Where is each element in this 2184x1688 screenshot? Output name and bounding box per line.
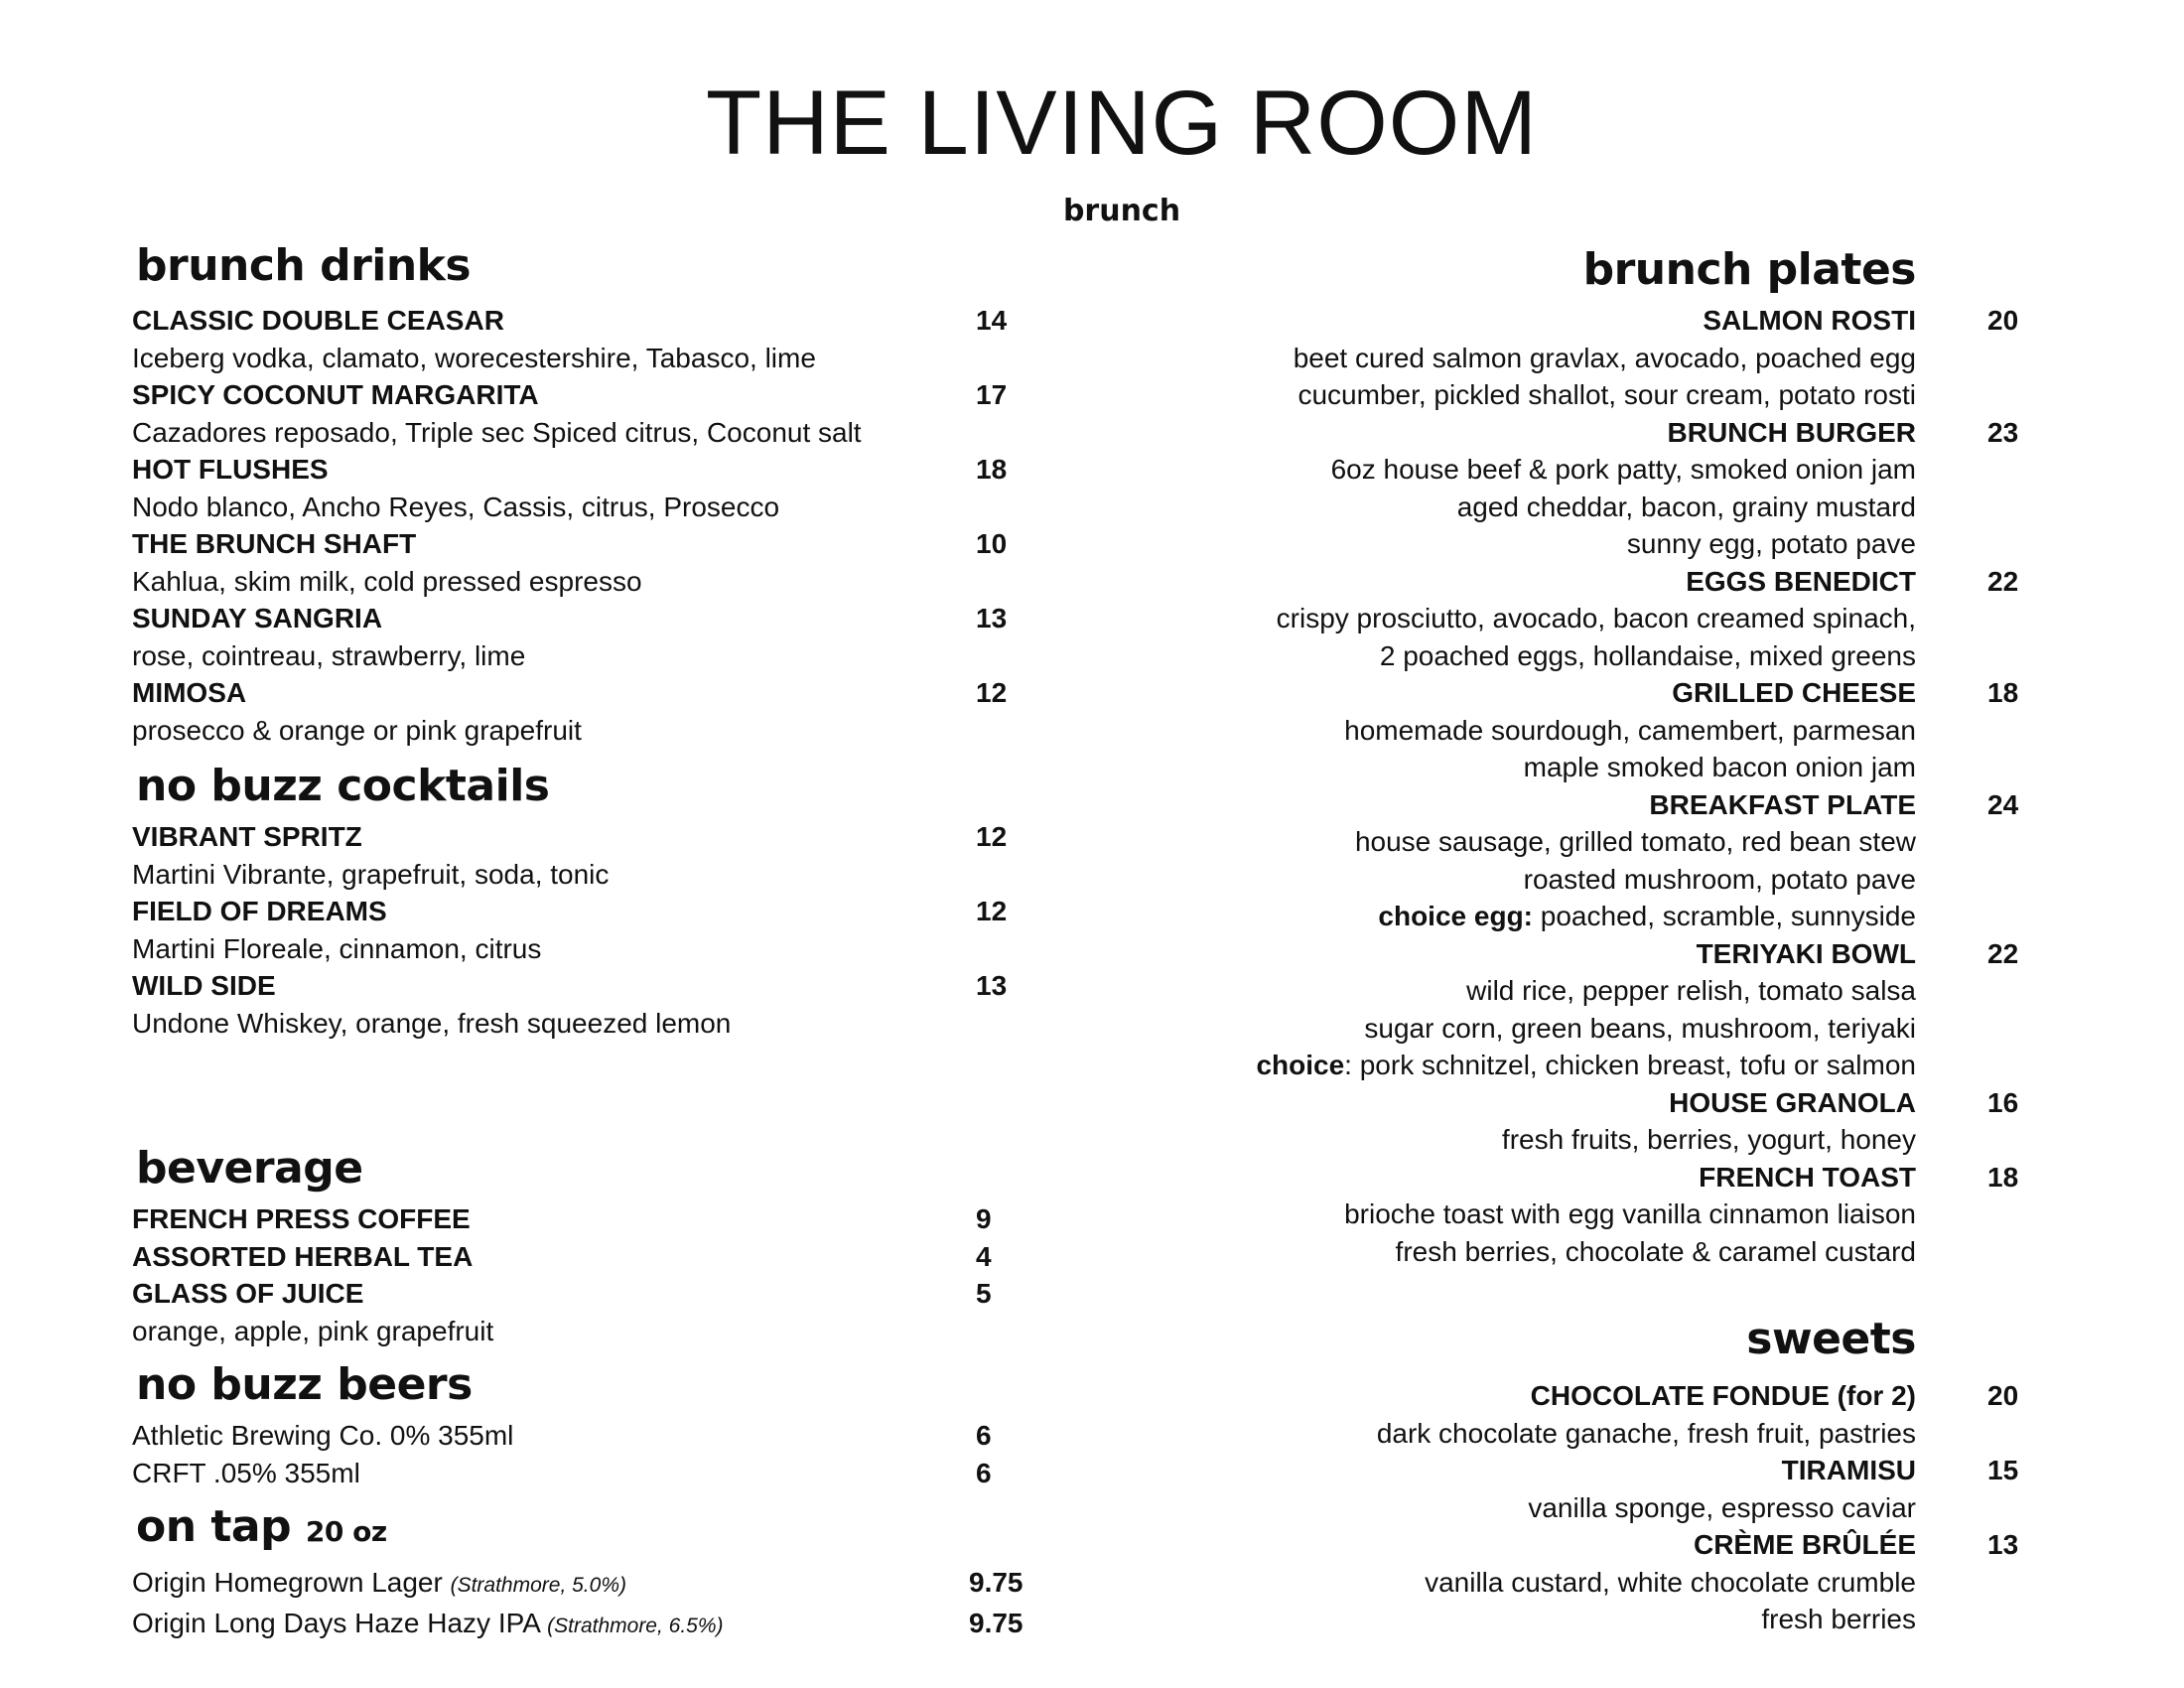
item-price: 22 — [1987, 937, 2019, 969]
item-description: roasted mushroom, potato pave — [1523, 863, 1916, 895]
item-name: WILD SIDE — [132, 970, 276, 1001]
item-price: 4 — [976, 1240, 992, 1272]
section-heading-brunch-plates: brunch plates — [1582, 244, 1916, 295]
item-description: rose, cointreau, strawberry, lime — [132, 639, 526, 671]
item-price: 9.75 — [969, 1567, 1024, 1598]
no-buzz-cocktails-list — [132, 818, 1055, 1042]
item-price: 5 — [976, 1278, 992, 1309]
item-description: Undone Whiskey, orange, fresh squeezed lemon — [132, 1007, 732, 1039]
item-name: SPICY COCONUT MARGARITA — [132, 379, 539, 410]
item-description: vanilla custard, white chocolate crumble — [1425, 1566, 1916, 1598]
item-price: 20 — [1987, 305, 2019, 336]
menu-item — [132, 451, 1055, 489]
item-name: TIRAMISU — [1781, 1455, 1916, 1485]
choice-label: choice — [1256, 1050, 1345, 1080]
item-description: brioche toast with egg vanilla cinnamon liaison — [1344, 1198, 1916, 1229]
item-price: 6 — [976, 1457, 992, 1488]
item-description: Iceberg vodka, clamato, worecestershire, Tabasco, lime — [132, 342, 816, 373]
item-name: TERIYAKI BOWL — [1696, 937, 1916, 969]
item-description: 6oz house beef & pork patty, smoked onion jam — [1330, 454, 1916, 485]
item-description: sunny egg, potato pave — [1626, 528, 1916, 559]
item-price: 24 — [1987, 788, 2019, 820]
menu-item — [132, 302, 1055, 340]
item-description: Cazadores reposado, Triple sec Spiced citrus, Coconut salt — [132, 416, 862, 448]
item-price: 16 — [1987, 1086, 2019, 1118]
item-name: THE BRUNCH SHAFT — [132, 528, 417, 559]
menu-item — [1171, 1159, 2019, 1196]
item-price: 22 — [1987, 565, 2019, 597]
choice-text: poached, scramble, sunnyside — [1533, 901, 1916, 931]
section-heading-beverage: beverage — [136, 1143, 363, 1194]
on-tap-size: 20 oz — [305, 1515, 387, 1548]
menu-item — [132, 1605, 1055, 1645]
menu-item — [132, 1275, 1055, 1313]
item-name: CRFT .05% 355ml — [132, 1457, 360, 1488]
menu-item — [132, 600, 1055, 637]
menu-item — [1171, 563, 2019, 601]
item-name: CLASSIC DOUBLE CEASAR — [132, 305, 504, 336]
item-name: HOT FLUSHES — [132, 454, 329, 485]
page-title: THE LIVING ROOM — [706, 72, 1538, 174]
right-column — [1171, 238, 2045, 1638]
item-description: homemade sourdough, camembert, parmesan — [1344, 714, 1916, 746]
menu-item — [132, 376, 1055, 414]
item-price: 17 — [976, 379, 1008, 410]
item-price: 13 — [1987, 1529, 2019, 1560]
item-description: Martini Vibrante, grapefruit, soda, tonic — [132, 858, 610, 890]
item-price: 18 — [976, 454, 1008, 485]
section-heading-no-buzz-cocktails: no buzz cocktails — [136, 761, 550, 811]
item-name: CRÈME BRÛLÉE — [1693, 1529, 1916, 1560]
brunch-drinks-list — [132, 302, 1055, 749]
choice-text: : pork schnitzel, chicken breast, tofu or salmon — [1344, 1050, 1916, 1080]
on-tap-list — [132, 1564, 1055, 1644]
item-description: crispy prosciutto, avocado, bacon creamed spinach, — [1276, 603, 1916, 633]
item-name: VIBRANT SPRITZ — [132, 821, 362, 852]
item-price: 9 — [976, 1203, 992, 1234]
menu-item — [132, 893, 1055, 930]
item-name: GLASS OF JUICE — [132, 1278, 364, 1309]
item-name: FRENCH TOAST — [1699, 1161, 1916, 1193]
item-description: Martini Floreale, cinnamon, citrus — [132, 932, 542, 964]
item-description: aged cheddar, bacon, grainy mustard — [1456, 491, 1916, 522]
item-name: Athletic Brewing Co. 0% 355ml — [132, 1420, 514, 1451]
left-column — [132, 234, 1055, 1644]
section-heading-no-buzz-beers: no buzz beers — [136, 1359, 473, 1410]
item-note: (Strathmore, 6.5%) — [547, 1614, 724, 1637]
item-name: Origin Homegrown Lager — [132, 1567, 451, 1598]
item-price: 10 — [976, 528, 1008, 559]
page-subtitle: brunch — [1062, 194, 1181, 228]
item-description: Kahlua, skim milk, cold pressed espresso — [132, 565, 642, 597]
sweets-list — [1171, 1377, 2045, 1638]
menu-item — [1171, 302, 2019, 340]
item-description: 2 poached eggs, hollandaise, mixed greens — [1379, 639, 1916, 671]
menu-item — [1171, 414, 2019, 452]
item-price: 14 — [976, 305, 1008, 336]
item-price: 13 — [976, 970, 1008, 1001]
menu-item — [132, 818, 1055, 856]
section-heading-brunch-drinks: brunch drinks — [136, 240, 472, 291]
section-heading-sweets: sweets — [1746, 1314, 1916, 1364]
item-price: 6 — [976, 1420, 992, 1451]
item-name: ASSORTED HERBAL TEA — [132, 1240, 474, 1272]
item-name: FRENCH PRESS COFFEE — [132, 1203, 471, 1234]
item-price: 18 — [1987, 1161, 2019, 1193]
section-heading-on-tap — [132, 1495, 1055, 1564]
menu-item — [132, 1238, 1055, 1276]
item-name: FIELD OF DREAMS — [132, 896, 387, 926]
item-price: 9.75 — [969, 1607, 1024, 1638]
item-name: SALMON ROSTI — [1703, 305, 1916, 336]
item-description: fresh berries, chocolate & caramel custard — [1395, 1235, 1916, 1267]
item-choice — [1171, 1047, 1916, 1084]
choice-label: choice egg: — [1378, 901, 1533, 931]
menu-item — [1171, 1526, 2019, 1564]
menu-item — [132, 1564, 1055, 1605]
item-description: cucumber, pickled shallot, sour cream, potato rosti — [1297, 379, 1916, 410]
on-tap-heading: on tap — [136, 1501, 292, 1552]
item-description: prosecco & orange or pink grapefruit — [132, 714, 582, 746]
item-description: fresh fruits, berries, yogurt, honey — [1501, 1124, 1916, 1155]
item-description: maple smoked bacon onion jam — [1523, 752, 1916, 782]
item-description: beet cured salmon gravlax, avocado, poached egg — [1293, 342, 1916, 373]
item-name: CHOCOLATE FONDUE (for 2) — [1530, 1380, 1916, 1411]
item-description: sugar corn, green beans, mushroom, teriyaki — [1364, 1012, 1916, 1044]
menu-item — [132, 1417, 1055, 1455]
item-name: SUNDAY SANGRIA — [132, 603, 383, 633]
beverage-list — [132, 1200, 1055, 1349]
item-description: house sausage, grilled tomato, red bean stew — [1354, 826, 1916, 857]
menu-item — [132, 1200, 1055, 1238]
no-buzz-beers-list — [132, 1417, 1055, 1491]
menu-item — [132, 967, 1055, 1005]
item-price: 23 — [1987, 416, 2019, 448]
item-description: orange, apple, pink grapefruit — [132, 1315, 494, 1346]
menu-item — [1171, 1452, 2019, 1489]
menu-item — [132, 525, 1055, 563]
item-name: MIMOSA — [132, 677, 247, 708]
item-description: Nodo blanco, Ancho Reyes, Cassis, citrus, Prosecco — [132, 491, 780, 522]
item-name: Origin Long Days Haze Hazy IPA — [132, 1607, 548, 1638]
menu-item — [1171, 674, 2019, 712]
item-price: 15 — [1987, 1455, 2019, 1485]
item-name: EGGS BENEDICT — [1686, 565, 1916, 597]
item-price: 20 — [1987, 1380, 2019, 1411]
item-name: GRILLED CHEESE — [1672, 677, 1916, 708]
item-name: BREAKFAST PLATE — [1649, 788, 1916, 820]
item-note: (Strathmore, 5.0%) — [450, 1574, 626, 1597]
menu-item — [1171, 935, 2019, 973]
menu-item — [132, 1455, 1055, 1492]
item-choice — [1171, 898, 1916, 935]
item-description: dark chocolate ganache, fresh fruit, pastries — [1376, 1417, 1916, 1449]
item-name: HOUSE GRANOLA — [1669, 1086, 1916, 1118]
menu-item — [132, 674, 1055, 712]
item-price: 13 — [976, 603, 1008, 633]
item-price: 12 — [976, 677, 1008, 708]
item-price: 12 — [976, 821, 1008, 852]
brunch-plates-list — [1171, 302, 2045, 1270]
item-price: 12 — [976, 896, 1008, 926]
item-description: fresh berries — [1761, 1604, 1916, 1634]
menu-item — [1171, 1084, 2019, 1122]
menu-item — [1171, 786, 2019, 824]
item-price: 18 — [1987, 677, 2019, 708]
item-description: wild rice, pepper relish, tomato salsa — [1466, 975, 1916, 1006]
menu-item — [1171, 1377, 2019, 1415]
item-name: BRUNCH BURGER — [1667, 416, 1916, 448]
item-description: vanilla sponge, espresso caviar — [1528, 1491, 1916, 1523]
